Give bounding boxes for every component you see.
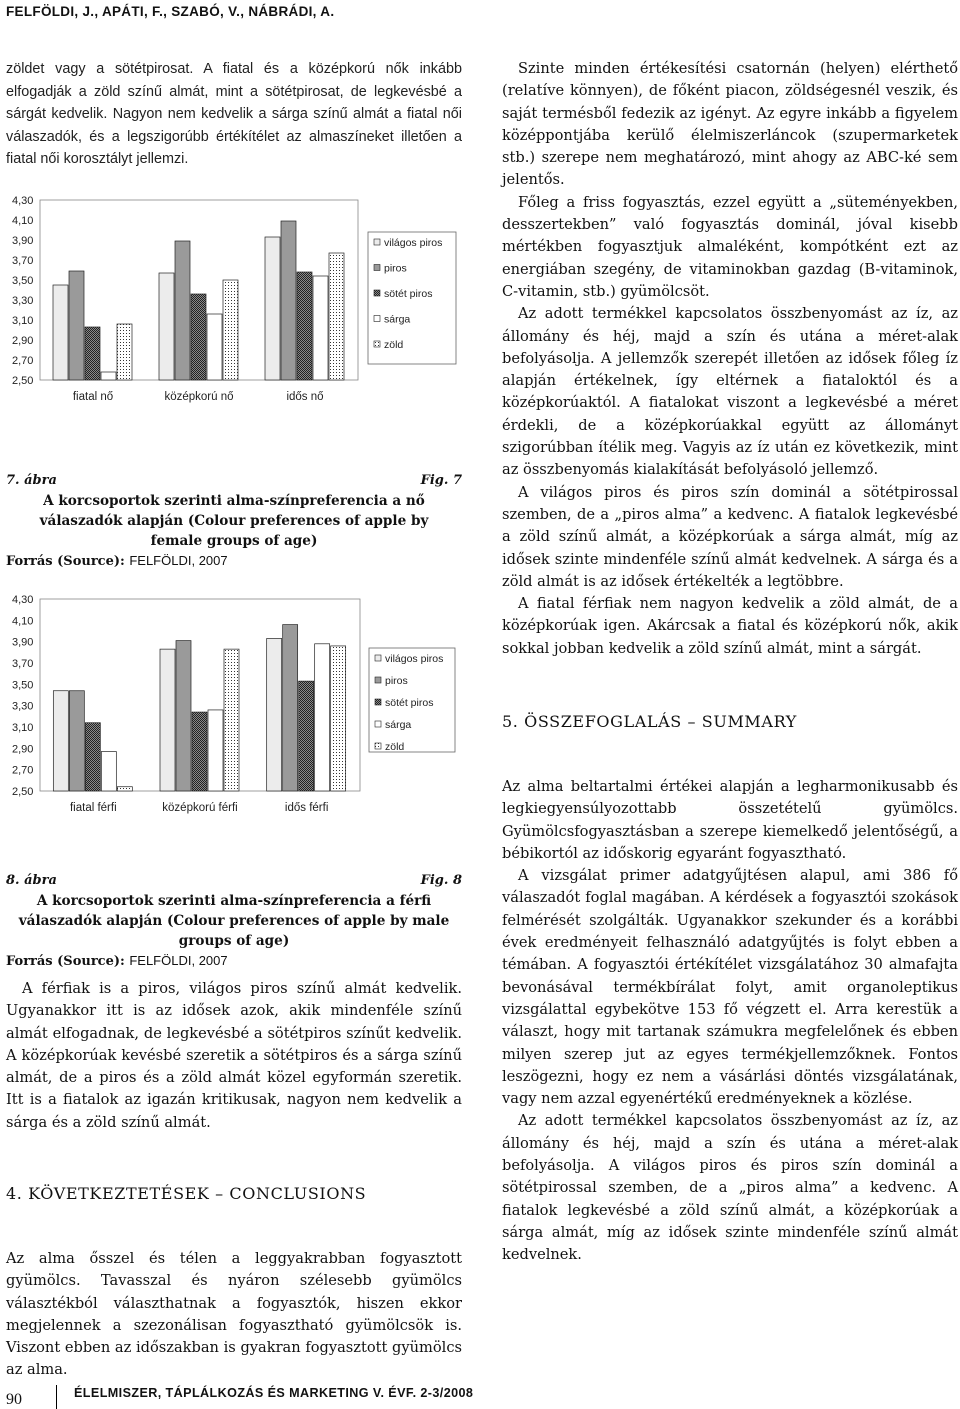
legend-swatch-piros — [375, 677, 381, 683]
legend-label-zold: zöld — [385, 741, 405, 753]
legend-label-piros: piros — [384, 262, 407, 275]
y-tick-label: 3,50 — [12, 275, 34, 287]
male-paragraph — [6, 978, 462, 1134]
bar-idos-no-sotet-piros — [297, 272, 312, 380]
journal-footer: ÉLELMISZER, TÁPLÁLKOZÁS ÉS MARKETING V. ÉVF. 2-3/2008 — [74, 1386, 474, 1400]
summary-paragraph-3: Az adott termékkel kapcsolatos összbenyomást az íz, az állomány és héj, majd a szín és utána a méret-alak befolyásolja. A világos piros és piros szín dominál a sötétpirossal szemben, de a „piros alma” a kedvenc. A fiatalok legkevésbé a zöld színű almát, a középkorúak a sárga almát, míg az idősek szinte mindenféle színű almát kedvelnek. — [502, 1112, 958, 1264]
legend-swatch-sotet-piros — [375, 699, 381, 705]
bar-idos-ferfi-vilagos-piros — [267, 638, 282, 791]
right-paragraph-2: Főleg a friss fogyasztás, ezzel együtt a „süteményekben, desszertekben” való fogyasztás dominál, jóval kisebb mértékben fogyasztjuk almaléként, kompótként ezt az energiában szegény, de vitaminokban gazdag (B-vitaminok, C-vitamin, stb.) gyümölcsöt. — [502, 193, 958, 300]
figure-7-caption — [6, 471, 462, 572]
bar-fiatal-ferfi-zold — [117, 787, 132, 791]
legend-swatch-sarga — [375, 721, 381, 727]
y-tick-label: 3,90 — [12, 636, 34, 649]
bar-kozepkoru-no-vilagos-piros — [159, 273, 174, 380]
legend-swatch-sotet-piros — [374, 290, 380, 296]
x-category-label: fiatal nő — [72, 391, 114, 403]
legend-swatch-vilagos-piros — [375, 655, 381, 661]
y-tick-label: 3,70 — [12, 255, 34, 267]
bar-idos-ferfi-zold — [331, 646, 346, 791]
x-category-label: idős nő — [286, 391, 324, 403]
bar-kozepkoru-ferfi-sotet-piros — [192, 712, 207, 791]
bar-idos-no-zold — [329, 253, 344, 380]
legend-label-vilagos-piros: világos piros — [384, 237, 443, 249]
section-4-paragraph — [6, 1248, 462, 1382]
y-tick-label: 2,70 — [12, 355, 34, 367]
bar-fiatal-no-sarga — [101, 372, 116, 380]
bar-fiatal-ferfi-sotet-piros — [85, 723, 100, 791]
fig7-source — [6, 551, 462, 572]
right-column-summary — [502, 776, 958, 1267]
bar-fiatal-ferfi-vilagos-piros — [53, 691, 68, 791]
y-tick-label: 2,90 — [12, 743, 34, 756]
bar-kozepkoru-no-piros — [175, 241, 190, 380]
legend-swatch-piros — [374, 265, 380, 271]
legend-swatch-zold — [374, 341, 380, 347]
y-tick-label: 3,10 — [12, 722, 34, 734]
page-number: 90 — [6, 1391, 22, 1408]
section-4-text: Az alma ősszel és télen a leggyakrabban fogyasztott gyümölcs. Tavasszal és nyáron szélesebb gyümölcs választékból választhatnak a fogyasztók, hiszen ekkor megjelennek a szezonálisan fogyasztható gyümölcsök is. Viszont ebben az időszakban is gyakran fogyasztott gyümölcs az alma. — [6, 1250, 462, 1379]
bar-idos-no-piros — [281, 221, 296, 380]
x-category-label: középkorú nő — [164, 391, 234, 403]
y-tick-label: 4,30 — [12, 195, 34, 207]
legend-swatch-zold — [375, 743, 381, 749]
y-tick-label: 2,90 — [12, 335, 34, 347]
summary-paragraph-2: A vizsgálat primer adatgyűjtésen alapul, ami 386 fő válaszadót foglal magában. A kérdések a fogyasztói szokások felmérését szolgálták. Ugyanakkor szekunder és a korábbi évek eredményeit felhasználó adatgyűjtés is folyt ebben a témában. A fogyasztói értékítélet vizsgálatához 30 almafajta bevonásával termékbírálat folyt, amit organoleptikus vizsgálattal egybekötve 153 fő végzett el. Arra kerestük a választ, hogy mit tartanak számukra megfelelőnek és ebben milyen szerep jut az egyes termékjellemzőknek. Fontos leszögezni, hogy ez nem a vásárlási döntés vizsgálatának, vagy nem azzal egyenértékű eredményeknek a közlése. — [502, 867, 958, 1108]
y-tick-label: 4,10 — [12, 215, 34, 227]
footer-divider — [56, 1385, 57, 1409]
bar-kozepkoru-ferfi-piros — [176, 641, 191, 791]
bar-idos-ferfi-piros — [283, 625, 298, 791]
fig7-title: A korcsoportok szerinti alma-színpreferencia a nő válaszadók alapján (Colour preferences of apple by female groups of age) — [39, 493, 429, 549]
y-tick-label: 3,10 — [12, 315, 34, 327]
running-head: FELFÖLDI, J., APÁTI, F., SZABÓ, V., NÁBRÁDI, A. — [6, 4, 335, 19]
bar-kozepkoru-ferfi-vilagos-piros — [160, 649, 175, 791]
y-tick-label: 3,70 — [12, 658, 34, 670]
fig8-source-label: Forrás (Source): — [6, 954, 125, 969]
y-tick-label: 2,50 — [12, 786, 34, 798]
bar-idos-ferfi-sarga — [315, 644, 330, 791]
y-tick-label: 3,30 — [12, 295, 34, 307]
right-paragraph-3: Az adott termékkel kapcsolatos összbenyomást az íz, az állomány és héj, majd a szín és utána a méret-alak befolyásolja. A jellemzők szerepét illetően az idősek főleg íz alapján értékelnek, így eltérnek a fiataloktól és a középkorúaktól. A fiatalokat viszont a legkevésbé a méret érdekli, de a középkorúakkal együtt az állományt szigorúbban ítélik meg. Vagyis az íz után ez következik, mint az összbenyomás kialakítását befolyásoló jellemző. — [502, 305, 958, 479]
bar-fiatal-ferfi-piros — [69, 691, 84, 791]
x-category-label: középkorú férfi — [162, 802, 238, 814]
section-4-title: 4. KÖVETKEZTETÉSEK – CONCLUSIONS — [6, 1184, 367, 1203]
bar-idos-no-sarga — [313, 276, 328, 380]
y-tick-label: 3,90 — [12, 235, 34, 247]
fig8-label-en: Fig. 8 — [420, 873, 462, 888]
fig7-source-value: FELFÖLDI, 2007 — [129, 553, 228, 568]
bar-kozepkoru-ferfi-zold — [224, 649, 239, 791]
right-column-top — [502, 58, 958, 660]
figure-8-chart — [0, 590, 460, 825]
fig7-source-label: Forrás (Source): — [6, 554, 125, 569]
bar-idos-ferfi-sotet-piros — [299, 681, 314, 791]
legend-label-zold: zöld — [384, 339, 404, 351]
x-category-label: fiatal férfi — [69, 802, 117, 814]
bar-kozepkoru-no-sarga — [207, 314, 222, 380]
bar-fiatal-no-vilagos-piros — [53, 285, 68, 380]
fig8-source-value: FELFÖLDI, 2007 — [129, 953, 228, 968]
fig7-label-hu: 7. ábra — [6, 473, 57, 488]
intro-text: zöldet vagy a sötétpirosat. A fiatal és a középkorú nők inkább elfogadják a zöld színű almát, mint a sötétpirosat, de legkevésbé a sárgát kedvelik. Nagyon nem kedvelik a sárga színű almát a fiatal női válaszadók, és a legszigorúbb értékítélet az almaszíneket illetően a fiatal női korosztályt jellemzi. — [6, 61, 462, 167]
y-tick-label: 4,10 — [12, 615, 34, 628]
legend-label-sotet-piros: sötét piros — [385, 697, 434, 709]
y-tick-label: 4,30 — [12, 594, 34, 606]
fig8-title: A korcsoportok szerinti alma-színpreferencia a férfi válaszadók alapján (Colour preferences of apple by male groups of age) — [18, 893, 450, 949]
bar-kozepkoru-ferfi-sarga — [208, 710, 223, 791]
bar-fiatal-no-zold — [117, 324, 132, 380]
y-tick-label: 3,30 — [12, 700, 34, 713]
right-paragraph-5: A fiatal férfiak nem nagyon kedvelik a zöld almát, de a középkorúak igen. Akárcsak a fiatal és középkorú nők, akik sokkal jobban kedvelik a zöld színű almát, mint a sárgát. — [502, 595, 958, 657]
figure-7-chart — [0, 192, 460, 412]
legend-label-piros: piros — [385, 675, 408, 687]
bar-fiatal-no-sotet-piros — [85, 327, 100, 380]
male-text: A férfiak is a piros, világos piros színű almát kedvelik. Ugyanakkor itt is az idősek azok, akik mindenféle színű almát elfogadnak, de legkevésbé a sötétpiros színűt kedvelik. A középkorúak kevésbé szeretik a sötétpiros és a sárga színű almát, de a piros és a zöld almát közel egyformán szeretik. Itt is a fiatalok az igazán kritikusak, nagyon nem kedvelik a sárga és a zöld színű almát. — [6, 980, 462, 1131]
x-category-label: idős férfi — [284, 802, 329, 814]
intro-paragraph — [6, 58, 462, 171]
legend-label-sarga: sárga — [385, 719, 412, 731]
right-paragraph-1: Szinte minden értékesítési csatornán (helyen) elérthető (relatíve könnyen), de főként piacon, zöldségesnél veszik, és saját termésből fedezik az igényt. Az egyre inkább a figyelem középpontjába kerülő élelmiszerláncok (szupermarketek stb.) szerepe nem meghatározó, mint ahogy az ABC-ké sem jelentős. — [502, 60, 958, 189]
legend-label-sotet-piros: sötét piros — [384, 288, 433, 300]
legend-label-vilagos-piros: világos piros — [385, 653, 444, 665]
y-tick-label: 2,70 — [12, 764, 34, 777]
y-tick-label: 3,50 — [12, 679, 34, 692]
right-paragraph-4: A világos piros és piros szín dominál a sötétpirossal szemben, de a „piros alma” a kedvenc. A fiatalok legkevésbé a zöld színű almát, a középkorúak a sárga almát, míg az idősek szinte mindenféle színű almát kedvelnek. A sárga és a zöld almát is az idősek értékelték a legtöbbre. — [502, 483, 958, 590]
bar-kozepkoru-no-sotet-piros — [191, 294, 206, 380]
bar-fiatal-ferfi-sarga — [101, 752, 116, 791]
y-tick-label: 2,50 — [12, 375, 34, 387]
legend-swatch-vilagos-piros — [374, 239, 380, 245]
bar-idos-no-vilagos-piros — [265, 237, 280, 380]
summary-paragraph-1: Az alma beltartalmi értékei alapján a legharmonikusabb és legkiegyensúlyozottabb összetételű gyümölcs. Gyümölcsfogyasztásban a szerepe kiemelkedő jelentőségű, a bébikortól az időskorig egyaránt fogyasztható. — [502, 778, 958, 862]
legend-label-sarga: sárga — [384, 313, 411, 326]
fig7-label-en: Fig. 7 — [420, 473, 462, 488]
legend-swatch-sarga — [374, 316, 380, 322]
fig8-label-hu: 8. ábra — [6, 873, 57, 888]
fig8-source — [6, 951, 462, 972]
bar-kozepkoru-no-zold — [223, 280, 238, 380]
bar-fiatal-no-piros — [69, 271, 84, 380]
section-5-title: 5. ÖSSZEFOGLALÁS – SUMMARY — [502, 712, 797, 731]
figure-8-caption — [6, 871, 462, 972]
